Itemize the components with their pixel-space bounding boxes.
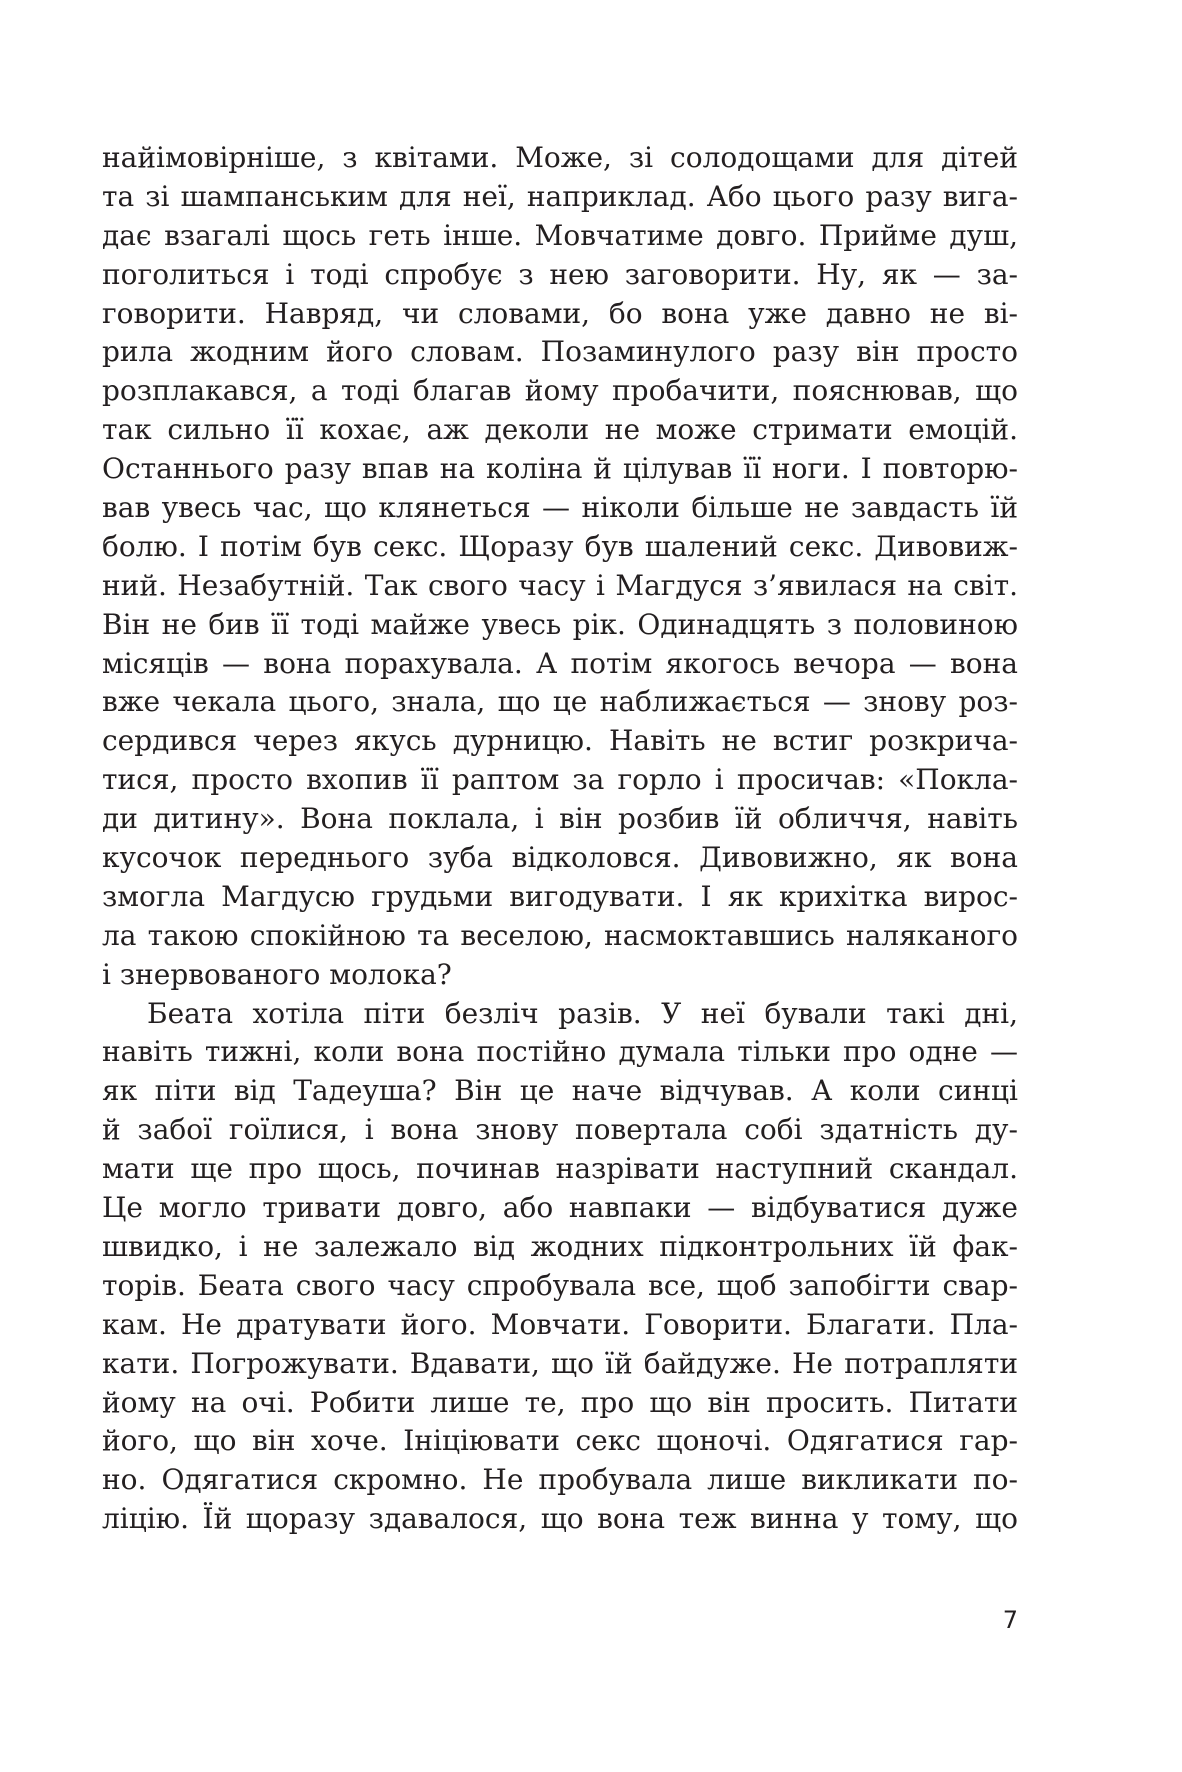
text-line: Останнього разу впав на коліна й цілував її ноги. І повторю- xyxy=(102,452,1018,486)
text-line: рила жодним його словам. Позаминулого разу він просто xyxy=(102,335,1018,369)
text-line: вав увесь час, що клянеться — ніколи більше не завдасть їй xyxy=(102,491,1018,525)
text-line: мати ще про щось, починав назрівати наступний скандал. xyxy=(102,1152,1018,1186)
text-line: його, що він хоче. Ініціювати секс щоночі. Одягатися гар- xyxy=(102,1424,1018,1458)
text-line: ліцію. Їй щоразу здавалося, що вона теж винна у тому, що xyxy=(102,1502,1018,1536)
text-line: кусочок переднього зуба відколовся. Дивовижно, як вона xyxy=(102,841,1018,875)
text-line: ла такою спокійною та веселою, насмоктавшись наляканого xyxy=(102,918,1018,952)
text-line: місяців — вона порахувала. А потім якогось вечора — вона xyxy=(102,646,1018,680)
text-line: болю. І потім був секс. Щоразу був шалений секс. Дивовиж- xyxy=(102,529,1018,563)
text-line: кати. Погрожувати. Вдавати, що їй байдуже. Не потрапляти xyxy=(102,1346,1018,1380)
text-line: Він не бив її тоді майже увесь рік. Одинадцять з половиною xyxy=(102,607,1018,641)
text-line: найімовірніше, з квітами. Може, зі солодощами для дітей xyxy=(102,141,1018,174)
text-line: вже чекала цього, знала, що це наближається — знову роз- xyxy=(102,685,1018,719)
text-line: поголиться і тоді спробує з нею заговорити. Ну, як — за- xyxy=(102,257,1018,291)
text-line: так сильно її кохає, аж деколи не може стримати емоцій. xyxy=(102,413,1018,447)
text-line: но. Одягатися скромно. Не пробувала лише викликати по- xyxy=(102,1463,1018,1497)
text-line: ний. Незабутній. Так свого часу і Магдуся з’явилася на світ. xyxy=(102,568,1018,602)
text-line: як піти від Тадеуша? Він це наче відчував. А коли синці xyxy=(102,1074,1018,1108)
text-line: Це могло тривати довго, або навпаки — відбуватися дуже xyxy=(102,1191,1018,1225)
text-line: йому на очі. Робити лише те, про що він просить. Питати xyxy=(102,1385,1018,1419)
text-line: ди дитину». Вона поклала, і він розбив їй обличчя, навіть xyxy=(102,802,1018,836)
text-line: навіть тижні, коли вона постійно думала тільки про одне — xyxy=(102,1035,1018,1069)
text-line: розплакався, а тоді благав йому пробачити, пояснював, що xyxy=(102,374,1018,408)
text-line: тися, просто вхопив її раптом за горло і просичав: «Покла- xyxy=(102,763,1018,797)
text-line: змогла Магдусю грудьми вигодувати. І як крихітка вирос- xyxy=(102,879,1018,913)
text-line: дає взагалі щось геть інше. Мовчатиме довго. Прийме душ, xyxy=(102,218,1018,252)
text-line: й забої гоїлися, і вона знову повертала собі здатність ду- xyxy=(102,1113,1018,1147)
text-line: швидко, і не залежало від жодних підконтрольних їй фак- xyxy=(102,1229,1018,1263)
page-number: 7 xyxy=(1002,1606,1018,1634)
body-text xyxy=(102,139,1018,1539)
text-line: торів. Беата свого часу спробувала все, щоб запобігти свар- xyxy=(102,1268,1018,1302)
text-line: Беата хотіла піти безліч разів. У неї бували такі дні, xyxy=(147,996,1018,1030)
text-line: говорити. Навряд, чи словами, бо вона уже давно не ві- xyxy=(102,296,1018,330)
text-line: кам. Не дратувати його. Мовчати. Говорити. Благати. Пла- xyxy=(102,1307,1018,1341)
text-line: сердився через якусь дурницю. Навіть не встиг розкрича- xyxy=(102,724,1018,758)
text-line: та зі шампанським для неї, наприклад. Або цього разу вига- xyxy=(102,179,1018,213)
text-line: і знервованого молока? xyxy=(102,957,452,991)
